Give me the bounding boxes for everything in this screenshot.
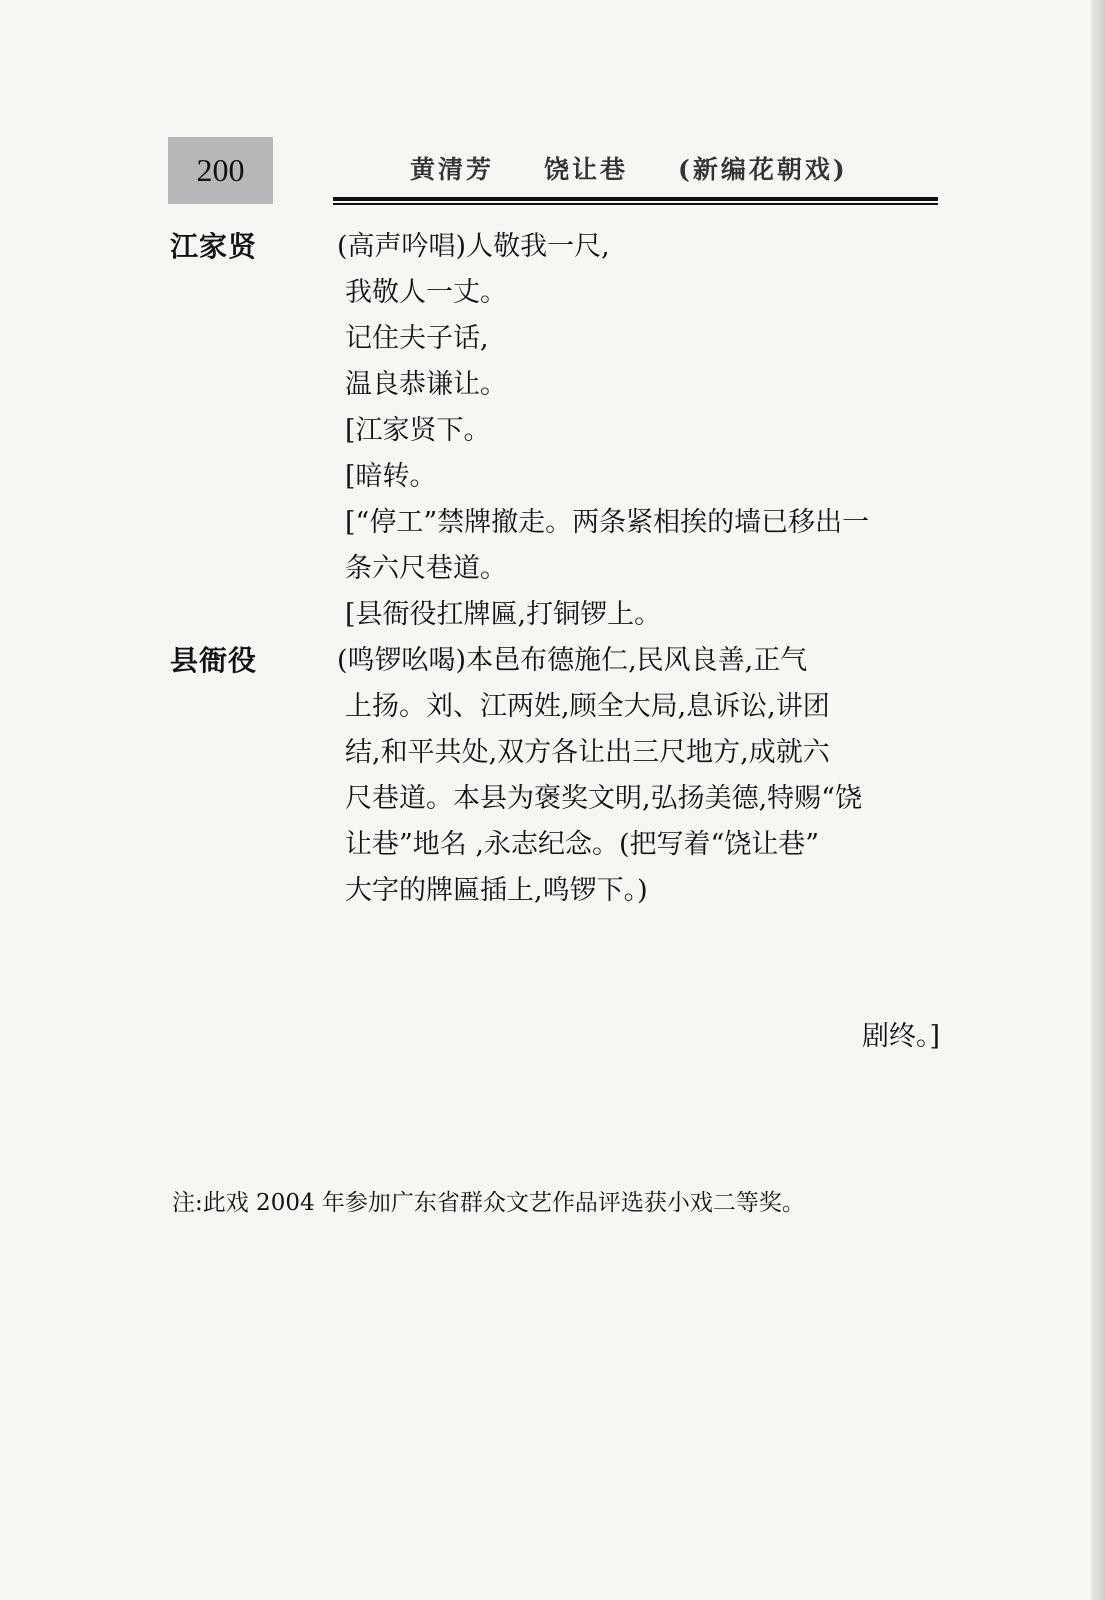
- dialogue-line: 我敬人一丈。: [345, 277, 507, 308]
- stage-direction-line: [“停工”禁牌撤走。两条紧相挨的墙已移出一: [345, 507, 870, 538]
- running-header: [410, 148, 930, 188]
- stage-direction-line: [暗转。: [345, 461, 437, 492]
- dialogue-block: [337, 224, 945, 638]
- header-author: 黄清芳: [410, 155, 495, 184]
- header-title: 饶让巷: [544, 155, 629, 184]
- dialogue-block: [337, 638, 945, 914]
- stage-direction-line: 条六尺巷道。: [345, 553, 507, 584]
- dialogue-line: 尺巷道。本县为褒奖文明,弘扬美德,特赐“饶: [345, 783, 862, 814]
- page-edge-shadow: [1091, 0, 1105, 1600]
- dialogue-line: 上扬。刘、江两姓,顾全大局,息诉讼,讲团: [345, 691, 830, 722]
- header-rule-thick: [333, 197, 938, 201]
- dialogue-line: 结,和平共处,双方各让出三尺地方,成就六: [345, 737, 830, 768]
- dialogue-line: 记住夫子话,: [345, 323, 489, 354]
- dialogue-line: 让巷”地名 ,永志纪念。(把写着“饶让巷”: [345, 829, 820, 860]
- speaker-label: 县衙役: [170, 644, 258, 677]
- play-ending: 剧终。]: [861, 1021, 940, 1052]
- stage-direction-line: [县衙役扛牌匾,打铜锣上。: [345, 599, 662, 630]
- dialogue-line: (高声吟唱)人敬我一尺,: [337, 231, 610, 262]
- dialogue-line: (鸣锣吆喝)本邑布德施仁,民风良善,正气: [337, 645, 808, 676]
- footnote: 注:此戏 2004 年参加广东省群众文艺作品评选获小戏二等奖。: [172, 1190, 805, 1216]
- dialogue-line: 大字的牌匾插上,鸣锣下。): [345, 875, 648, 906]
- header-rule-thin: [333, 203, 938, 205]
- dialogue-line: 温良恭谦让。: [345, 369, 507, 400]
- page-number: [168, 137, 273, 204]
- stage-direction-line: [江家贤下。: [345, 415, 491, 446]
- header-genre: (新编花朝戏): [678, 155, 848, 184]
- speaker-label: 江家贤: [170, 230, 258, 263]
- page-number-text: 200: [196, 152, 245, 188]
